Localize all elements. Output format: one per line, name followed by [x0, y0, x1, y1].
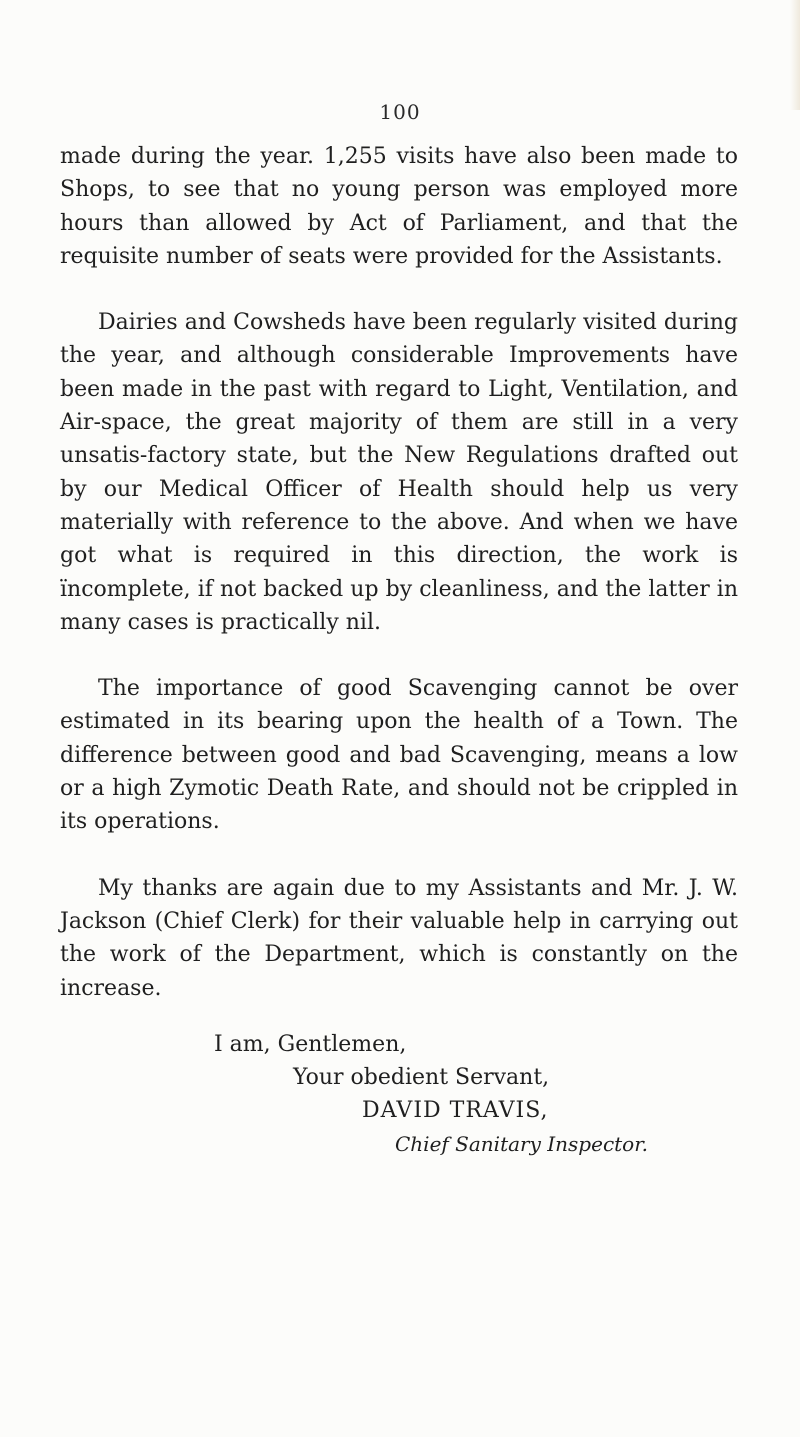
paragraph-thanks: My thanks are again due to my Assistants and Mr. J. W. Jackson (Chief Clerk) for their valuable help in carrying out the work of the Department, which is constantly on the increase. [60, 875, 738, 1001]
page-number: 100 [379, 100, 421, 124]
report-body [60, 140, 738, 1161]
paragraph-scavenging: The importance of good Scavenging cannot be over estimated in its bearing upon the health of a Town. The difference between good and bad Scavenging, means a low or a high Zymotic Death Rate, and should not be crippled in its operations. [60, 676, 738, 835]
closing-salutation: I am, Gentlemen, [214, 1031, 407, 1057]
paragraph-dairies-cowsheds: Dairies and Cowsheds have been regularly visited during the year, and although considerable Improvements have been made in the past with regard to Light, Ventilation, and Air-space, the great majority of them are still in a very unsatis-factory state, but the New Regulations drafted out by our Medical Officer of Health should help us very materially with reference to the above. And when we have got what is required in this direction, the work is ïncomplete, if not backed up by cleanliness, and the latter in many cases is practically nil. [60, 310, 738, 635]
paragraph-shops-visits: made during the year. 1,255 visits have also been made to Shops, to see that no young person was employed more hours than allowed by Act of Parliament, and that the requisite number of seats were provided for the Assistants. [60, 144, 738, 269]
signer-name: DAVID TRAVIS, [362, 1098, 549, 1124]
page-edge-shadow [790, 0, 800, 110]
letter-closing [60, 1028, 738, 1161]
closing-signoff: Your obedient Servant, [293, 1065, 550, 1091]
signer-title: Chief Sanitary Inspector. [395, 1131, 648, 1156]
